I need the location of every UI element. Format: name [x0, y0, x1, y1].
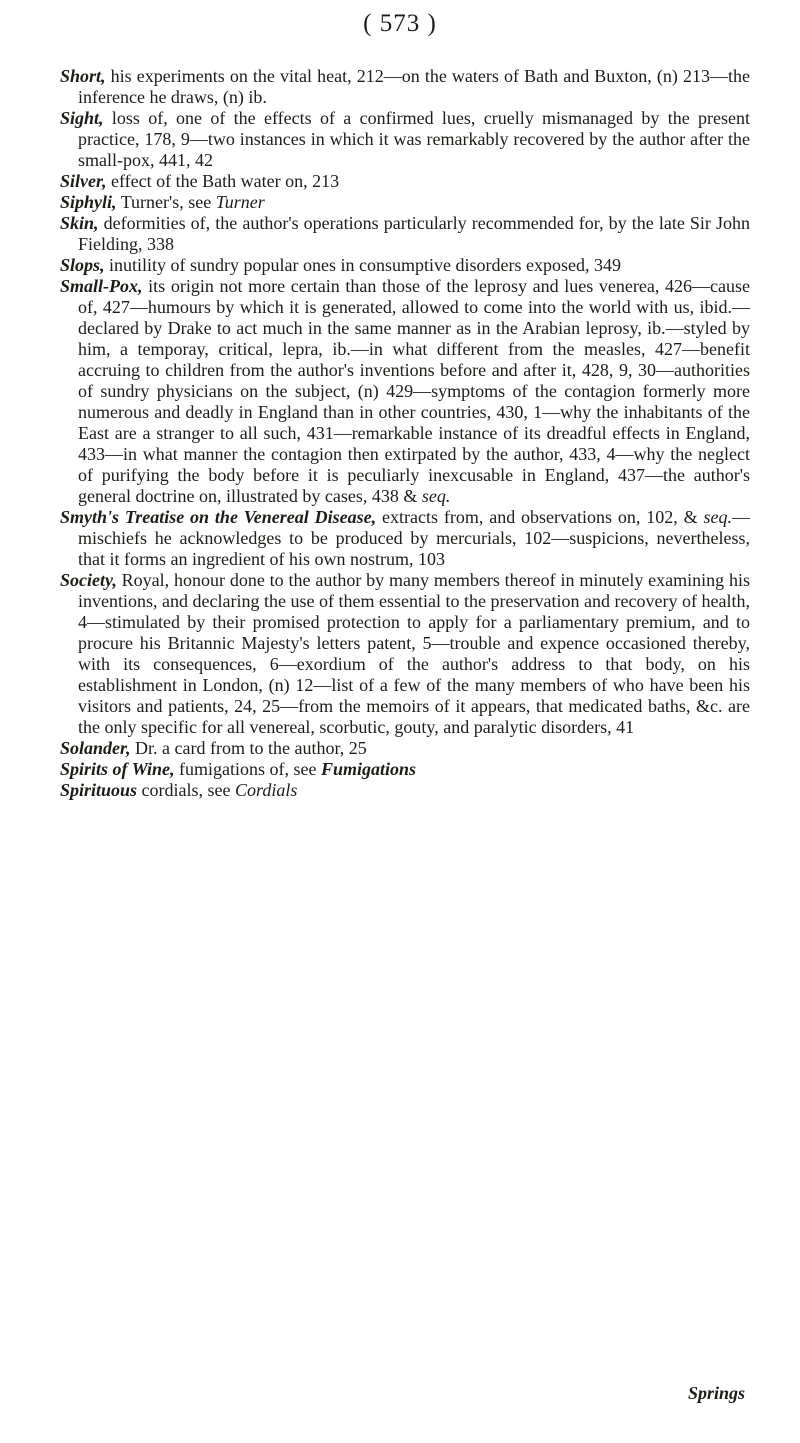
cross-reference: seq. — [703, 507, 732, 527]
entry-heading: Sight, — [60, 108, 104, 128]
entry-heading: Siphyli, — [60, 192, 117, 212]
index-entry — [60, 507, 750, 570]
entry-text: Dr. a card from to the author, 25 — [130, 738, 367, 758]
entry-heading: Society, — [60, 570, 117, 590]
entry-text: his experiments on the vital heat, 212—on the waters of Bath and Buxton, (n) 213—the inference he draws, (n) ib. — [78, 66, 750, 107]
index-entry — [60, 192, 750, 213]
entry-text: Turner's, see — [116, 192, 216, 212]
index-entries — [60, 66, 750, 801]
entry-text: Royal, honour done to the author by many members thereof in minutely examining his inventions, and declaring the use of them essential to the preservation and recovery of health, 4—stimulated by their promised protection to apply for a parliamentary premium, and to procure his Britannic Majesty's letters patent, 5—trouble and expence occasioned thereby, with its consequences, 6—exordium of the author's address to that body, on his establishment in London, (n) 12—list of a few of the many members of who have been his visitors and patients, 24, 25—from the memoirs of it appears, that medicated baths, &c. are the only specific for all venereal, scorbutic, gouty, and paralytic disorders, 41 — [78, 570, 750, 737]
entry-heading: Small-Pox, — [60, 276, 143, 296]
index-entry — [60, 738, 750, 759]
cross-reference: Cordials — [235, 780, 298, 800]
catchword: Springs — [688, 1383, 746, 1403]
index-entry — [60, 66, 750, 108]
page-number: ( 573 ) — [363, 10, 437, 37]
entry-text: its origin not more certain than those of the leprosy and lues venerea, 426—cause of, 427—humours by which it is generated, allowed to come into the world with us, ibid.—declared by Drake to act much in the same manner as in the Arabian leprosy, ib.—styled by him, a temporay, critical, lepra, ib.—in what different from the measles, 427—benefit accruing to children from the author's inventions before and after it, 428, 9, 30—authorities of sundry physicians on the subject, (n) 429—symptoms of the contagion formerly more numerous and deadly in England than in other countries, 430, 1—why the inhabitants of the East are a stranger to all such, 431—remarkable instance of its dreadful effects in England, 433—in what manner the contagion then extirpated by the author, 433, 4—why the neglect of purifying the body before it is peculiarly inexcusable in England, 437—the author's general doctrine on, illustrated by cases, 438 & — [78, 276, 750, 506]
entry-heading: Slops, — [60, 255, 105, 275]
entry-heading: Silver, — [60, 171, 107, 191]
index-entry — [60, 570, 750, 738]
entry-text: cordials, see — [137, 780, 236, 800]
entry-text-continued: —mischiefs he acknowledges to be produced by mercurials, 102—suspicions, nevertheless, that it forms an ingredient of his own nostrum, 103 — [78, 507, 750, 569]
index-entry — [60, 780, 750, 801]
entry-text: deformities of, the author's operations particularly recommended for, by the late Sir John Fielding, 338 — [78, 213, 750, 254]
entry-text: loss of, one of the effects of a confirmed lues, cruelly mismanaged by the present practice, 178, 9—two instances in which it was remarkably recovered by the author after the small-pox, 441, 42 — [78, 108, 750, 170]
entry-text: effect of the Bath water on, 213 — [106, 171, 340, 191]
index-entry — [60, 171, 750, 192]
entry-heading: Solander, — [60, 738, 131, 758]
cross-reference: Fumigations — [321, 759, 417, 779]
entry-text: fumigations of, see — [174, 759, 322, 779]
entry-text: extracts from, and observations on, 102, & — [376, 507, 704, 527]
entry-heading: Skin, — [60, 213, 99, 233]
entry-heading: Spirituous — [60, 780, 138, 800]
index-entry — [60, 213, 750, 255]
entry-heading: Short, — [60, 66, 106, 86]
entry-text: inutility of sundry popular ones in consumptive disorders exposed, 349 — [104, 255, 621, 275]
cross-reference: Turner — [215, 192, 265, 212]
index-entry — [60, 255, 750, 276]
index-entry — [60, 108, 750, 171]
entry-heading: Spirits of Wine, — [60, 759, 175, 779]
index-entry — [60, 759, 750, 780]
entry-heading: Smyth's Treatise on the Venereal Disease, — [60, 507, 377, 527]
cross-reference: seq. — [421, 486, 451, 506]
index-entry — [60, 276, 750, 507]
